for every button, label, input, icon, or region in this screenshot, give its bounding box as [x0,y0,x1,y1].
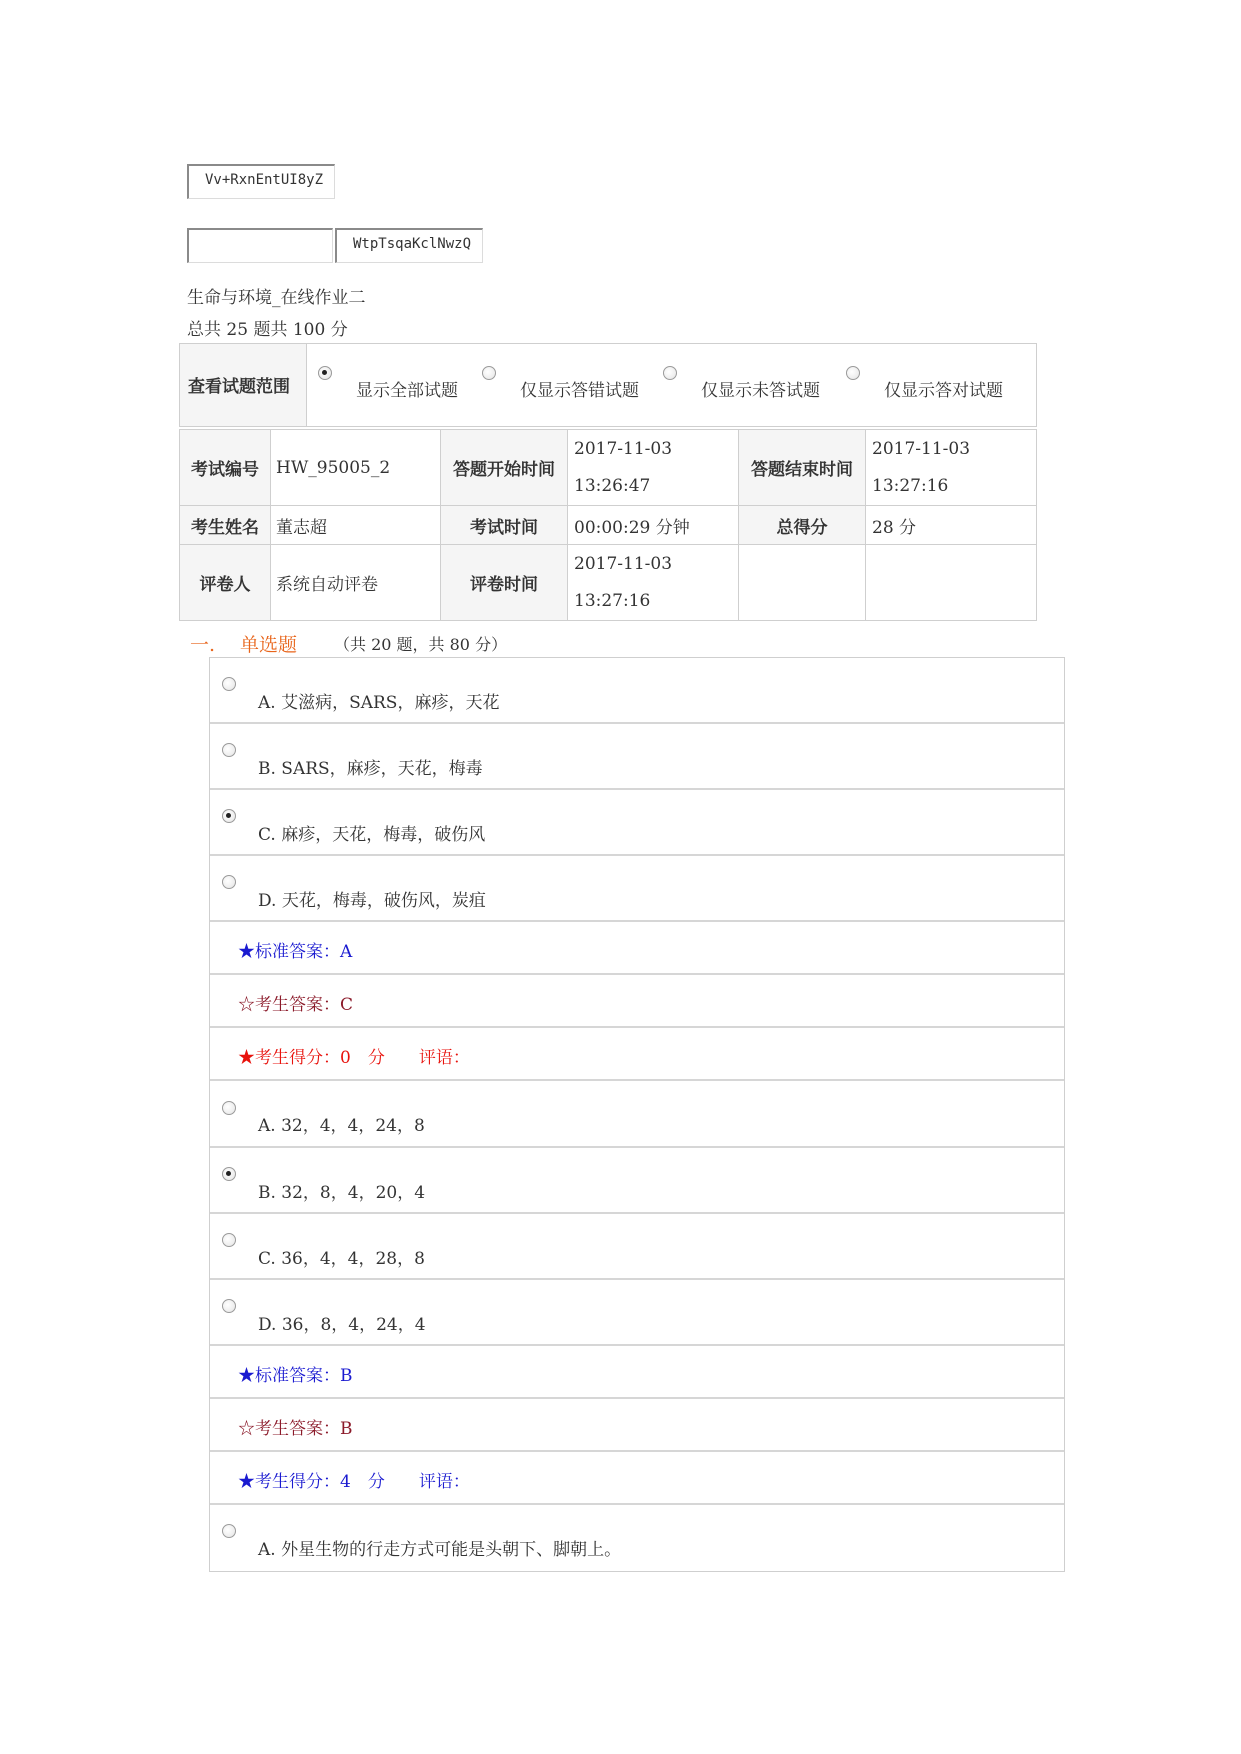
page-title: 生命与环境_在线作业二 [187,288,366,308]
filter-option-correct[interactable]: 仅显示答对试题 [884,381,1003,401]
filter-option-unanswered[interactable]: 仅显示未答试题 [701,381,820,401]
option-row[interactable] [210,1081,1064,1148]
option-row[interactable] [210,658,1064,724]
option-label: A. 艾滋病，SARS，麻疹，天花 [258,693,500,713]
filter-option-wrong[interactable]: 仅显示答错试题 [520,381,639,401]
text-field-1-value: Vv+RxnEntUI8yZ [205,172,324,188]
option-label: A. 外星生物的行走方式可能是头朝下、脚朝上。 [258,1540,622,1560]
student-answer: ☆考生答案：C [238,995,354,1015]
option-row[interactable] [210,856,1064,922]
score-row [210,1028,1064,1081]
grader-value: 系统自动评卷 [271,545,441,621]
grade-time-value: 2017-11-03 13:27:16 [568,545,739,621]
option-label: B. 32，8，4，20，4 [258,1183,426,1203]
option-radio[interactable] [222,743,236,757]
option-row[interactable] [210,1148,1064,1214]
filter-radio-correct[interactable] [846,366,860,380]
text-field-3-value: WtpTsqaKclNwzQ [353,236,472,252]
student-answer: ☆考生答案：B [238,1419,353,1439]
text-field-2[interactable] [187,228,333,263]
end-time-label: 答题结束时间 [739,430,866,506]
text-field-3[interactable] [335,228,483,263]
exam-id-label: 考试编号 [180,430,271,506]
option-label: B. SARS，麻疹，天花，梅毒 [258,759,483,779]
option-row[interactable] [210,1214,1064,1280]
empty-cell [866,545,1037,621]
option-row[interactable] [210,1505,1064,1571]
option-radio-selected[interactable] [222,1167,236,1181]
exam-info-table [179,429,1037,621]
filter-radio-unanswered[interactable] [663,366,677,380]
student-answer-row [210,975,1064,1028]
question-1 [209,657,1065,1572]
standard-answer-row [210,922,1064,975]
option-radio-selected[interactable] [222,809,236,823]
total-score-label: 总得分 [739,506,866,545]
filter-option-all[interactable]: 显示全部试题 [356,381,458,401]
total-score-value: 28 分 [866,506,1037,545]
option-radio[interactable] [222,875,236,889]
option-radio[interactable] [222,677,236,691]
duration-label: 考试时间 [441,506,568,545]
duration-value: 00:00:29 分钟 [568,506,739,545]
score-row [210,1452,1064,1505]
student-answer-row [210,1399,1064,1452]
exam-id-value: HW_95005_2 [271,430,441,506]
standard-answer-row [210,1346,1064,1399]
question-score: ★考生得分：0 分 评语： [238,1048,470,1068]
option-row[interactable] [210,790,1064,856]
option-label: C. 麻疹，天花，梅毒，破伤风 [258,825,486,845]
end-time-value: 2017-11-03 13:27:16 [866,430,1037,506]
section-title: 单选题 [240,634,298,656]
option-radio[interactable] [222,1101,236,1115]
section-meta: （共 20 题，共 80 分） [334,635,508,654]
start-time-value: 2017-11-03 13:26:47 [568,430,739,506]
option-row[interactable] [210,724,1064,790]
option-label: C. 36，4，4，28，8 [258,1249,425,1269]
filter-radio-wrong[interactable] [482,366,496,380]
student-name-label: 考生姓名 [180,506,271,545]
option-label: A. 32，4，4，24，8 [258,1116,425,1136]
option-row[interactable] [210,1280,1064,1346]
filter-label: 查看试题范围 [188,377,290,397]
empty-cell [739,545,866,621]
standard-answer: ★标准答案：B [238,1366,353,1386]
filter-label-cell [180,344,307,426]
section-number: 一. [190,634,216,656]
filter-radio-all[interactable] [318,366,332,380]
question-score: ★考生得分：4 分 评语： [238,1472,470,1492]
student-name-value: 董志超 [271,506,441,545]
standard-answer: ★标准答案：A [238,942,353,962]
text-field-1[interactable] [187,164,335,199]
option-radio[interactable] [222,1233,236,1247]
option-radio[interactable] [222,1299,236,1313]
start-time-label: 答题开始时间 [441,430,568,506]
exam-summary: 总共 25 题共 100 分 [187,320,348,340]
option-label: D. 天花，梅毒，破伤风，炭疽 [258,891,486,911]
grader-label: 评卷人 [180,545,271,621]
grade-time-label: 评卷时间 [441,545,568,621]
option-radio[interactable] [222,1524,236,1538]
option-label: D. 36，8，4，24，4 [258,1315,426,1335]
filter-panel [179,343,1037,427]
